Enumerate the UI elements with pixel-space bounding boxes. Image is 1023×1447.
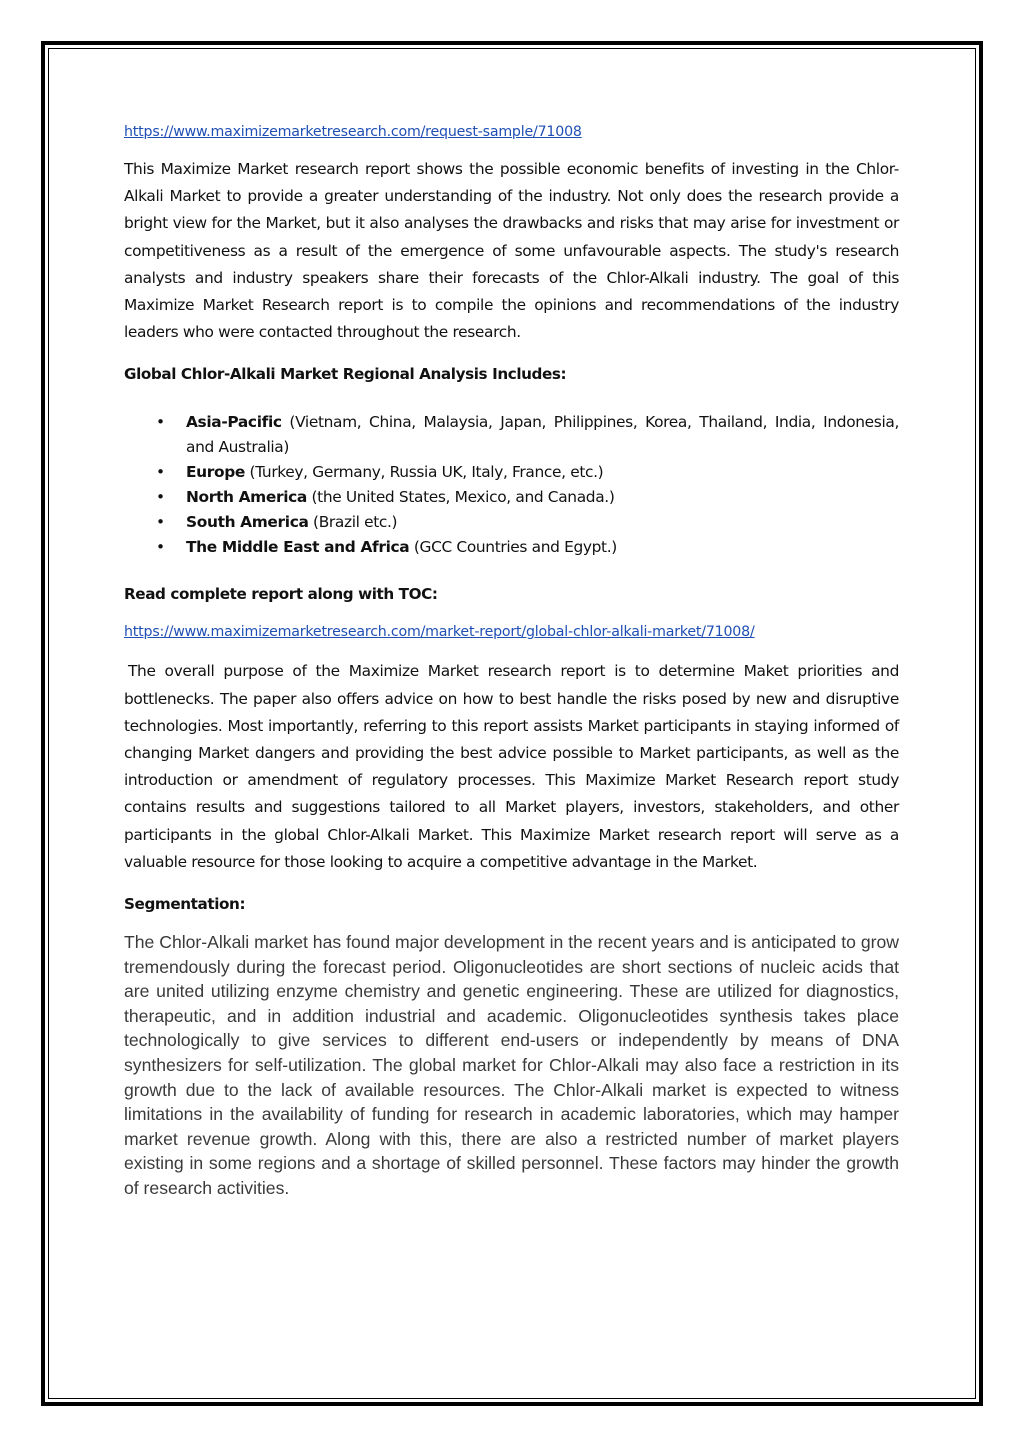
region-detail: (Vietnam, China, Malaysia, Japan, Philippines, Korea, Thailand, India, Indonesia, and Australia)	[186, 413, 899, 457]
bullet-icon: •	[156, 463, 165, 482]
region-name: The Middle East and Africa	[186, 538, 410, 557]
bullet-icon: •	[156, 538, 165, 557]
bullet-icon: •	[156, 513, 165, 532]
region-name: Asia-Pacific	[186, 413, 282, 432]
list-item	[124, 460, 899, 485]
region-detail: (Brazil etc.)	[308, 513, 398, 532]
segmentation-paragraph: The Chlor-Alkali market has found major development in the recent years and is anticipated to grow tremendously during the forecast period. Oligonucleotides are short sections of nucleic acids that are united utilizing enzyme chemistry and genetic engineering. These are utilized for diagnostics, therapeutic, and in addition industrial and academic. Oligonucleotides synthesis takes place technologically to give services to different end-users or independently by means of DNA synthesizers for self-utilization. The global market for Chlor-Alkali may also face a restriction in its growth due to the lack of available resources. The Chlor-Alkali market is expected to witness limitations in the availability of funding for research in academic laboratories, which may hamper market revenue growth. Along with this, there are also a restricted number of market players existing in some regions and a shortage of skilled personnel. These factors may hinder the growth of research activities.	[124, 932, 899, 1198]
region-name: South America	[186, 513, 309, 532]
list-item	[124, 510, 899, 535]
regional-analysis-heading: Global Chlor-Alkali Market Regional Analysis Includes:	[124, 365, 567, 384]
toc-heading: Read complete report along with TOC:	[124, 585, 438, 604]
region-detail: (GCC Countries and Egypt.)	[409, 538, 617, 557]
region-name: Europe	[186, 463, 245, 482]
list-item	[124, 535, 899, 560]
segmentation-heading: Segmentation:	[124, 895, 246, 914]
region-detail: (Turkey, Germany, Russia UK, Italy, France, etc.)	[245, 463, 604, 482]
document-body	[124, 120, 899, 1201]
purpose-paragraph: The overall purpose of the Maximize Market research report is to determine Maket priorities and bottlenecks. The paper also offers advice on how to best handle the risks posed by new and disruptive technologies. Most importantly, referring to this report assists Market participants in staying informed of changing Market dangers and providing the best advice possible to Market participants, as well as the introduction or amendment of regulatory processes. This Maximize Market Research report study contains results and suggestions tailored to all Market players, investors, stakeholders, and other participants in the global Chlor-Alkali Market. This Maximize Market research report will serve as a valuable resource for those looking to acquire a competitive advantage in the Market.	[124, 662, 899, 871]
list-item	[124, 485, 899, 510]
bullet-icon: •	[156, 488, 165, 507]
full-report-link[interactable]: https://www.maximizemarketresearch.com/market-report/global-chlor-alkali-market/71008/	[124, 624, 755, 641]
list-item	[124, 410, 899, 460]
region-name: North America	[186, 488, 307, 507]
regions-list	[124, 410, 899, 560]
intro-paragraph: This Maximize Market research report shows the possible economic benefits of investing in the Chlor-Alkali Market to provide a greater understanding of the industry. Not only does the research provide a bright view for the Market, but it also analyses the drawbacks and risks that may arise for investment or competitiveness as a result of the emergence of some unfavourable aspects. The study's research analysts and industry speakers share their forecasts of the Chlor-Alkali industry. The goal of this Maximize Market Research report is to compile the opinions and recommendations of the industry leaders who were contacted throughout the research.	[124, 160, 899, 342]
request-sample-link[interactable]: https://www.maximizemarketresearch.com/request-sample/71008	[124, 124, 582, 140]
bullet-icon: •	[156, 413, 165, 432]
region-detail: (the United States, Mexico, and Canada.)	[306, 488, 615, 507]
